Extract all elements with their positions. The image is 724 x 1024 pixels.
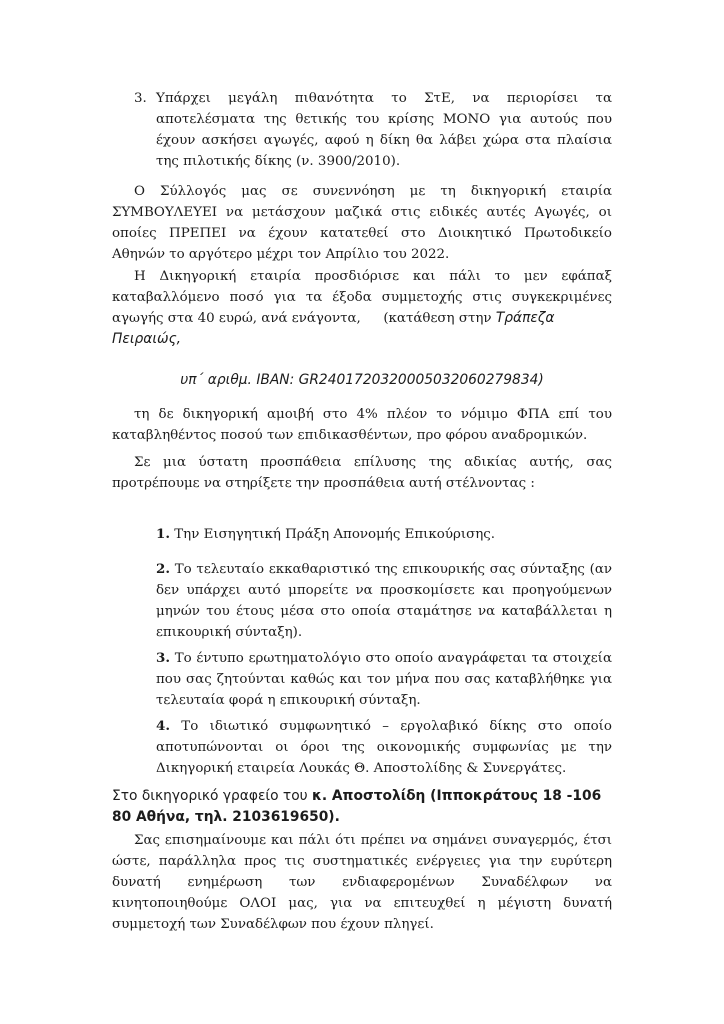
document-item-1-text: Την Εισηγητική Πράξη Απονομής Επικούρισης. xyxy=(174,527,496,542)
document-item-1 xyxy=(156,524,612,545)
paragraph-poso-text: Η Δικηγορική εταιρία προσδιόρισε και πάλι το μεν εφάπαξ καταβαλλόμενο ποσό για τα έξοδα συμμετοχής στις συγκεκριμένες αγωγής στα 40 ευρώ, ανά ενάγοντα, xyxy=(112,269,612,326)
bank-name-1: Τράπεζα xyxy=(495,310,555,326)
paragraph-prospatheia: Σε μια ύστατη προσπάθεια επίλυσης της αδικίας αυτής, σας προτρέπουμε να στηρίξετε την προσπάθεια αυτή στέλνοντας : xyxy=(112,455,612,491)
item-3-text: Υπάρχει μεγάλη πιθανότητα το ΣτΕ, να περιορίσει τα αποτελέσματα της θετικής του κρίσης ΜΟΝΟ για αυτούς που έχουν ασκήσει αγωγές, αφού η δίκη θα λάβει χώρα στα πλαίσια της πιλοτικής δίκης (ν. 3900/2010). xyxy=(156,91,612,169)
document-item-3-number: 3. xyxy=(156,650,170,666)
paragraph-amoivi: τη δε δικηγορική αμοιβή στο 4% πλέον το νόμιμο ΦΠΑ επί του καταβληθέντος ποσού των επιδικασθέντων, προ φόρου αναδρομικών. xyxy=(112,407,612,443)
document-item-1-number: 1. xyxy=(156,526,170,542)
office-prefix: Στο δικηγορικό γραφείο του xyxy=(112,788,308,804)
document-item-3 xyxy=(156,648,612,711)
office-address xyxy=(112,786,612,828)
document-item-4-number: 4. xyxy=(156,718,170,734)
bank-name-2: Πειραιώς, xyxy=(112,331,182,347)
iban-line: υπ΄ αριθμ. IBAN: GR2401720320005032060279834) xyxy=(180,372,544,388)
document-item-3-text: Το έντυπο ερωτηματολόγιο στο οποίο αναγράφεται τα στοιχεία που σας ζητούνται καθώς και τον μήνα που σας καταβλήθηκε για τελευταία φορά η επικουρική σύνταξη. xyxy=(156,651,612,708)
document-item-2 xyxy=(156,559,612,643)
paragraph-final: Σας επισημαίνουμε και πάλι ότι πρέπει να σημάνει συναγερμός, έτσι ώστε, παράλληλα προς τις συστηματικές ενέργειες για την ευρύτερη δυνατή ενημέρωση των ενδιαφερομένων Συναδέλφων να κινητοποιηθούμε ΟΛΟΙ μας, για να επιτευχθεί η μέγιστη δυνατή συμμετοχή των Συναδέλφων που έχουν πληγεί. xyxy=(112,833,612,932)
document-item-4 xyxy=(156,716,612,779)
document-item-2-number: 2. xyxy=(156,561,170,577)
document-item-4-text: Το ιδιωτικό συμφωνητικό – εργολαβικό δίκης στο οποίο αποτυπώνονται οι όροι της οικονομικής συμφωνίας με την Δικηγορική εταιρεία Λουκάς Θ. Αποστολίδης & Συνεργάτες. xyxy=(156,719,612,776)
paragraph-syllogos: Ο Σύλλογός μας σε συνεννόηση με τη δικηγορική εταιρία ΣΥΜΒΟΥΛΕΥΕΙ να μετάσχουν μαζικά στις ειδικές αυτές Αγωγές, οι οποίες ΠΡΕΠΕΙ να έχουν κατατεθεί στο Διοικητικό Πρωτοδικείο Αθηνών το αργότερο μέχρι τον Απρίλιο του 2022. xyxy=(112,184,612,262)
bank-prefix: (κατάθεση στην xyxy=(383,311,492,326)
item-3-number: 3. xyxy=(134,91,147,106)
document-item-2-text: Το τελευταίο εκκαθαριστικό της επικουρικής σας σύνταξης (αν δεν υπάρχει αυτό μπορείτε να προσκομίσετε και προηγούμενων μηνών του έτους μέσα στο οποία σταμάτησε να καταβάλλεται η επικουρική σύνταξη). xyxy=(156,562,612,640)
paragraph-poso xyxy=(112,266,612,350)
office-name: κ. Αποστολίδη (Ιπποκράτους 18 -106 80 Αθήνα, τηλ. 2103619650). xyxy=(112,788,602,825)
